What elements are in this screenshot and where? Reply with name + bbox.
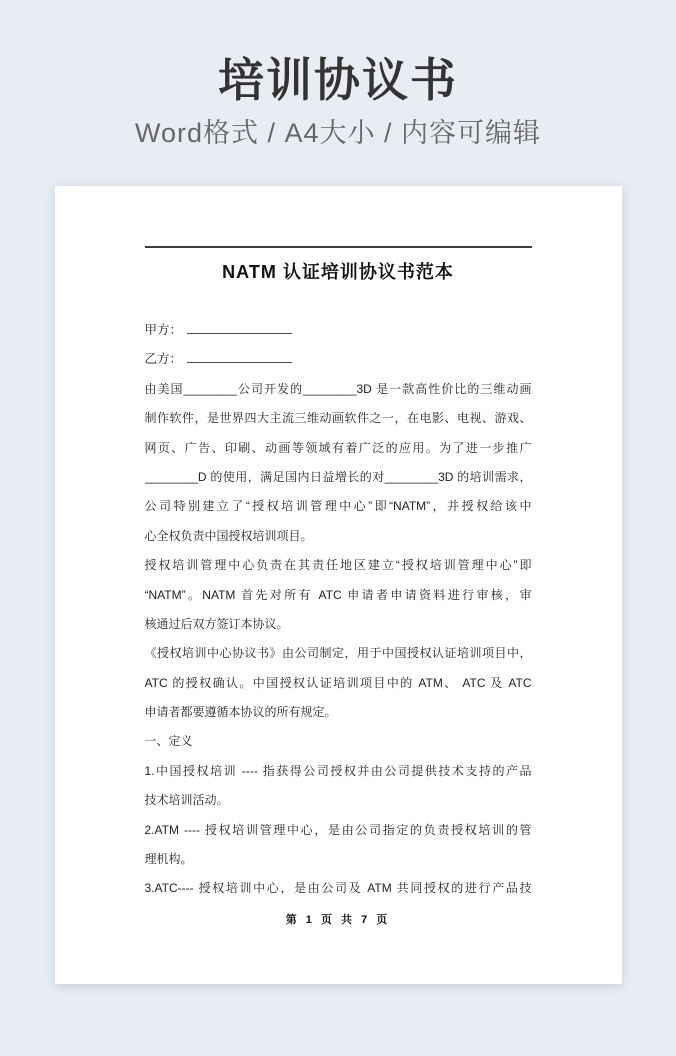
document-body — [145, 375, 532, 904]
paragraph — [145, 757, 532, 816]
body-line: 理机构。 — [144, 852, 193, 867]
body-line: “NATM”。NATM 首先对所有 ATC 申请者申请资料进行审核，审 — [144, 587, 532, 602]
page-number-footer: 第 1 页 共 7 页 — [285, 914, 391, 926]
body-line: 技术培训活动。 — [144, 793, 229, 808]
party-b-label: 乙方： — [144, 352, 183, 367]
body-line: 授权培训管理中心负责在其责任地区建立“授权培训管理中心”即 — [144, 558, 532, 573]
page-subtitle: Word格式 / A4大小 / 内容可编辑 — [134, 118, 542, 148]
paragraph — [145, 375, 532, 551]
body-line: 网页、广告、印刷、动画等领域有着广泛的应用。为了进一步推广 — [144, 440, 532, 455]
body-line: 《授权培训中心协议书》由公司制定，用于中国授权认证培训项目中， — [144, 646, 532, 661]
body-line: 2.ATM ---- 授权培训管理中心，是由公司指定的负责授权培训的管 — [144, 822, 532, 837]
document-heading: NATM 认证培训协议书范本 — [222, 262, 454, 282]
header — [0, 0, 676, 148]
party-a-blank — [187, 321, 292, 334]
paragraph — [145, 816, 532, 875]
party-a-label: 甲方： — [144, 323, 183, 337]
body-line: ________D 的使用，满足国内日益增长的对________3D 的培训需求， — [144, 469, 532, 484]
body-line: 制作软件，是世界四大主流三维动画软件之一，在电影、电视、游戏、 — [144, 411, 532, 426]
body-line: 申请者都要遵循本协议的所有规定。 — [144, 705, 337, 720]
party-a-row — [145, 316, 532, 345]
body-line: 由美国________公司开发的________3D 是一款高性价比的三维动画 — [144, 381, 532, 396]
paragraph — [145, 639, 532, 727]
party-b-row — [145, 345, 532, 374]
paragraph — [145, 727, 532, 756]
paragraph — [145, 874, 532, 903]
body-line: 公司特别建立了“授权培训管理中心”即“NATM”，并授权给该中 — [144, 499, 532, 514]
body-line: 核通过后双方签订本协议。 — [144, 616, 289, 631]
document-divider — [145, 246, 532, 248]
party-b-blank — [187, 350, 292, 363]
paragraph — [145, 551, 532, 639]
page-title: 培训协议书 — [218, 54, 458, 106]
body-line: ATC 的授权确认。中国授权认证培训项目中的 ATM、 ATC 及 ATC — [144, 675, 532, 690]
body-line: 3.ATC---- 授权培训中心，是由公司及 ATM 共同授权的进行产品技 — [144, 881, 532, 896]
body-line: 一、定义 — [144, 734, 193, 749]
document-page — [55, 186, 622, 984]
body-line: 心全权负责中国授权培训项目。 — [144, 528, 313, 543]
body-line: 1.中国授权培训 ---- 指获得公司授权并由公司提供技术支持的产品 — [144, 763, 532, 778]
